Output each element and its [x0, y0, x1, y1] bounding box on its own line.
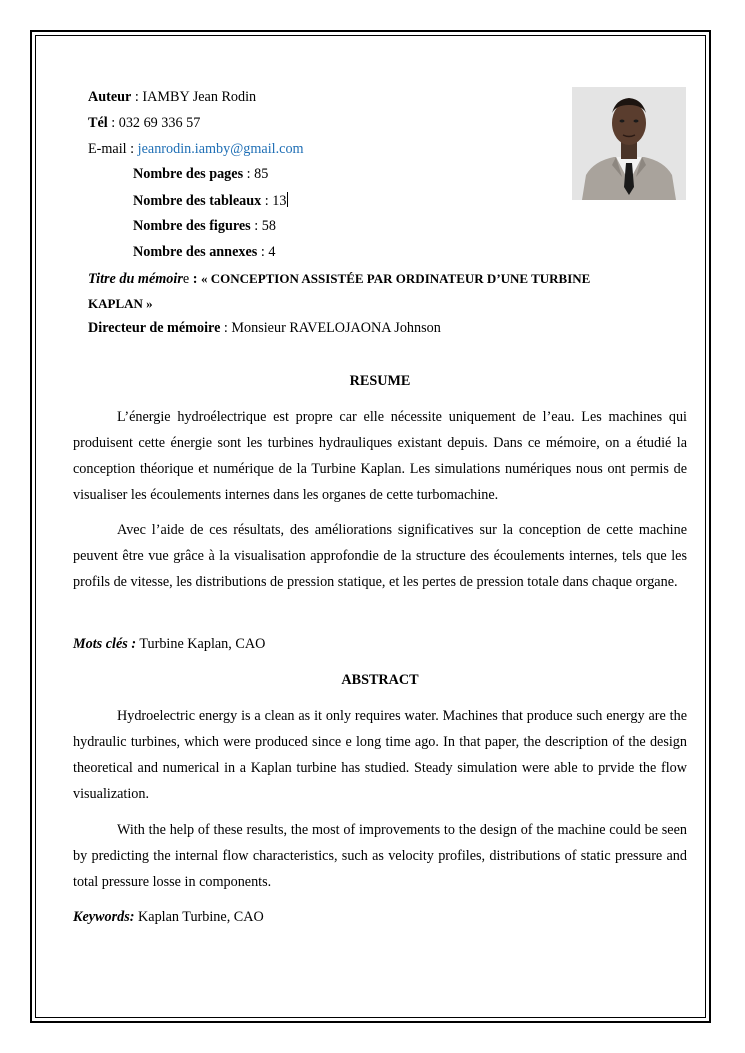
abstract-paragraph-2 — [73, 817, 687, 895]
abstract-paragraph-1 — [73, 703, 687, 807]
resume-keywords-label: Mots clés : — [73, 636, 137, 652]
resume-heading: RESUME — [349, 373, 411, 389]
tel-line — [88, 115, 200, 132]
tel-value: : 032 69 336 57 — [107, 115, 201, 131]
author-label: Auteur — [88, 89, 132, 105]
tables-line — [133, 192, 288, 210]
pages-value: : 85 — [243, 166, 269, 182]
abstract-p1-text: Hydroelectric energy is a clean as it only requires water. Machines that produce such energy are the hydraulic turbines, which were produced since e long time ago. In that paper, the description of the design theoretical and numerical in a Kaplan turbine has studied. Steady simulation were able to prvide the flow visualization. — [73, 708, 687, 802]
thesis-title-colon: : — [189, 271, 201, 287]
text-cursor — [287, 192, 288, 207]
resume-paragraph-2 — [73, 517, 687, 595]
pages-line — [133, 166, 268, 183]
figures-label: Nombre des figures — [133, 218, 251, 234]
email-line — [88, 141, 304, 158]
author-value: : IAMBY Jean Rodin — [131, 89, 257, 105]
author-line — [88, 89, 256, 106]
pages-label: Nombre des pages — [133, 166, 244, 182]
resume-p1-text: L’énergie hydroélectrique est propre car elle nécessite uniquement de l’eau. Les machines qui produisent cette énergie sont les turbines hydrauliques existant depuis. Dans ce mémoire, on a étudié la conception théorique et numérique de la Turbine Kaplan. Les simulations numériques nous ont permis de visualiser les écoulements internes dans les organes de cette turbomachine. — [73, 409, 687, 503]
abstract-p2-text: With the help of these results, the most of improvements to the design of the machine could be seen by predicting the internal flow characteristics, such as velocity profiles, distributions of static pressure and total pressure losse in components. — [73, 822, 687, 890]
thesis-title-line1 — [88, 270, 590, 288]
tables-label: Nombre des tableaux — [133, 193, 262, 209]
email-link[interactable]: jeanrodin.iamby@gmail.com — [137, 141, 304, 157]
tel-label: Tél — [88, 115, 108, 131]
resume-paragraph-1 — [73, 404, 687, 508]
annexes-line — [133, 244, 275, 261]
thesis-title-value-2: KAPLAN » — [88, 296, 153, 311]
resume-keywords — [73, 636, 265, 653]
figures-value: : 58 — [250, 218, 276, 234]
annexes-value: : 4 — [257, 244, 276, 260]
abstract-heading: ABSTRACT — [341, 672, 419, 688]
abstract-keywords — [73, 909, 264, 926]
thesis-title-line2 — [88, 295, 153, 313]
annexes-label: Nombre des annexes — [133, 244, 258, 260]
author-photo — [572, 87, 686, 200]
email-label: E-mail : — [88, 141, 138, 157]
abstract-keywords-value: Kaplan Turbine, CAO — [134, 909, 264, 925]
thesis-title-value-1: « CONCEPTION ASSISTÉE PAR ORDINATEUR D’UNE TURBINE — [201, 271, 591, 286]
resume-keywords-value: Turbine Kaplan, CAO — [136, 636, 266, 652]
abstract-keywords-label: Keywords: — [73, 909, 135, 925]
figures-line — [133, 218, 276, 235]
thesis-title-label: Titre du mémoir — [88, 271, 183, 287]
director-line — [88, 320, 441, 337]
director-label: Directeur de mémoire — [88, 320, 221, 336]
thesis-title-label-tail: e — [182, 271, 190, 287]
director-value: : Monsieur RAVELOJAONA Johnson — [220, 320, 441, 336]
resume-p2-text: Avec l’aide de ces résultats, des améliorations significatives sur la conception de cette machine peuvent être vue grâce à la visualisation approfondie de la structure des écoulements internes, tels que les profils de vitesse, les distributions de pression statique, et les pertes de pression totale dans chaque organe. — [73, 522, 687, 590]
tables-value: : 13 — [261, 193, 287, 209]
